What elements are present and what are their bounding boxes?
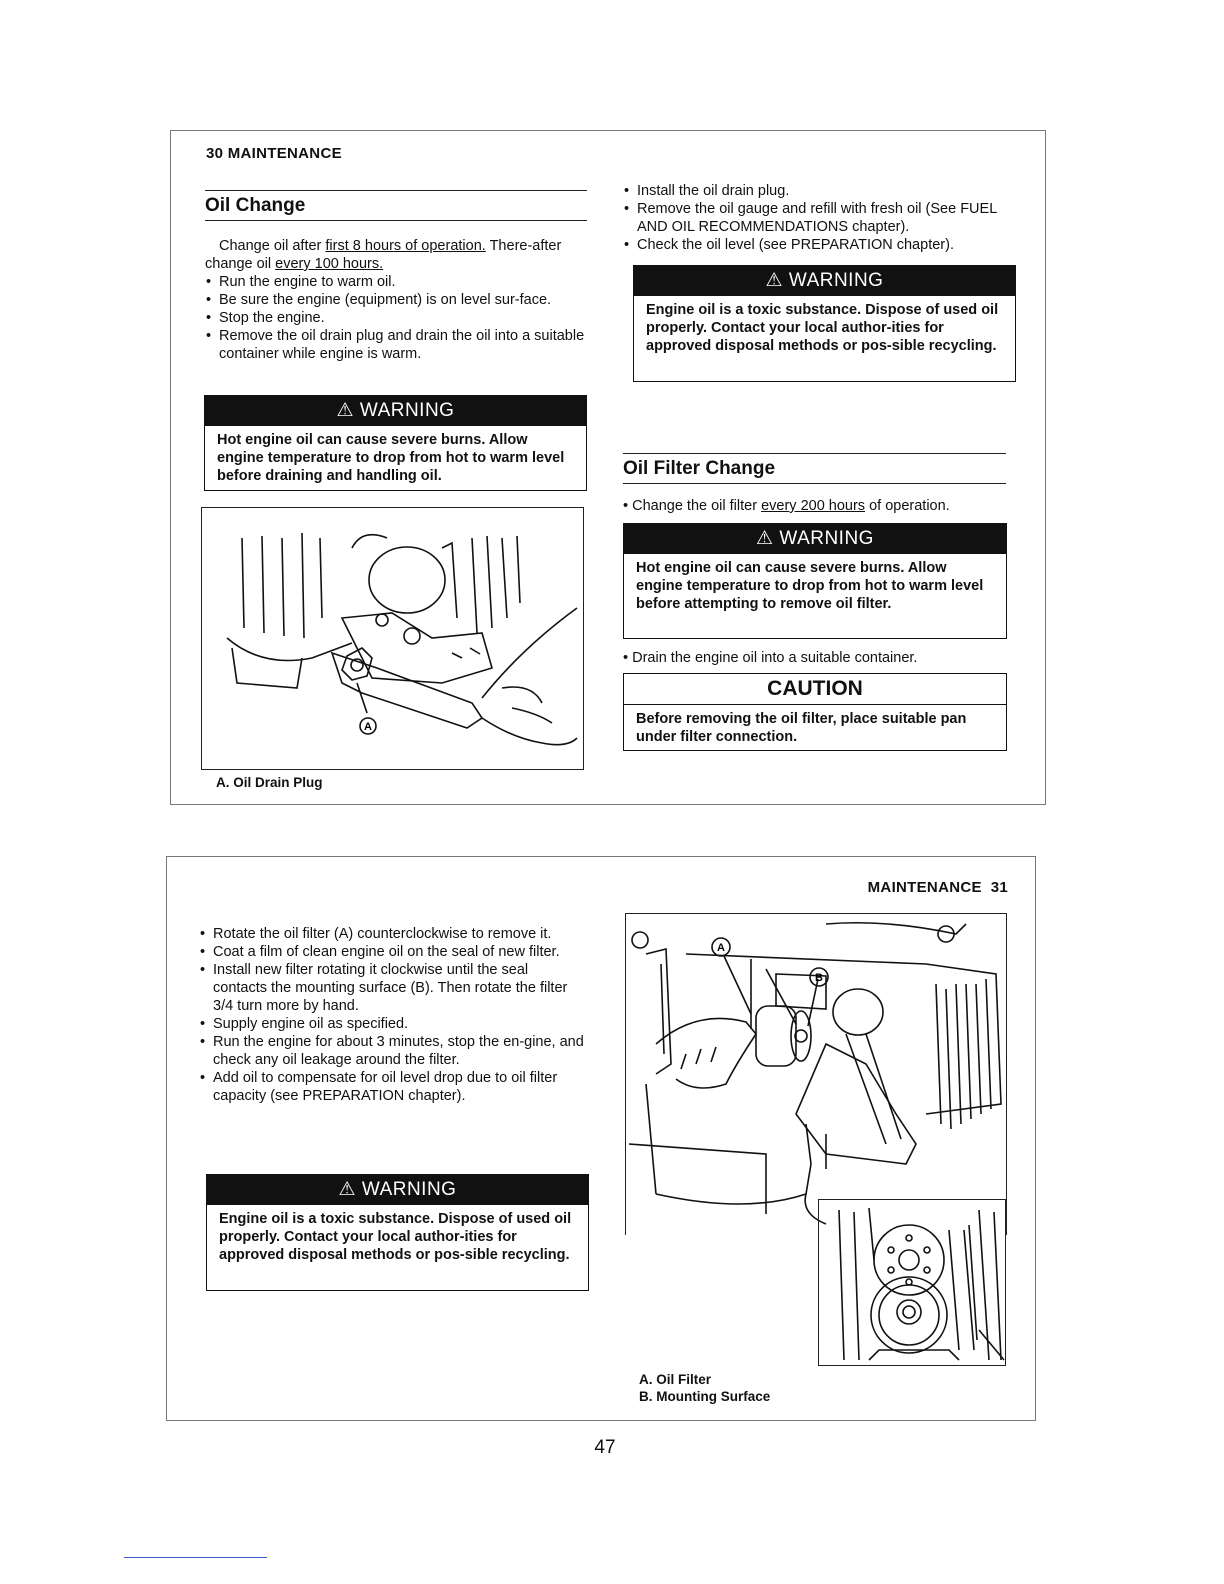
warning-box-hot-oil bbox=[204, 395, 587, 491]
warning-box-toxic-oil bbox=[633, 265, 1016, 382]
intro-text-b: There-after change oil bbox=[205, 238, 562, 272]
drain-oil-text: Drain the engine oil into a suitable container. bbox=[632, 650, 918, 666]
intro-underline-2: every 100 hours. bbox=[275, 256, 384, 272]
list-item: • Coat a film of clean engine oil on the seal of new filter. bbox=[199, 943, 584, 961]
warning-text: Engine oil is a toxic substance. Dispose of used oil properly. Contact your local author-ities for approved disposal methods or pos-sible recycling. bbox=[219, 1211, 572, 1263]
oil-filter-inset-illustration bbox=[819, 1200, 1006, 1366]
running-header-30: 30 MAINTENANCE bbox=[206, 145, 342, 162]
section-title-oil-filter-change: Oil Filter Change bbox=[623, 453, 1006, 484]
section-title-oil-change: Oil Change bbox=[205, 190, 587, 221]
caption-line-b: B. Mounting Surface bbox=[639, 1389, 771, 1404]
warning-text: Engine oil is a toxic substance. Dispose of used oil properly. Contact your local author-ities for approved disposal methods or pos-sible recycling. bbox=[646, 302, 999, 354]
footnote-rule bbox=[124, 1557, 267, 1558]
figure-oil-drain-plug bbox=[201, 507, 584, 770]
caption-line-a: A. Oil Filter bbox=[639, 1372, 712, 1387]
oil-change-steps bbox=[205, 273, 590, 363]
warning-box-toxic-oil-2 bbox=[206, 1174, 589, 1291]
oil-change-intro bbox=[205, 237, 590, 273]
engine-drain-illustration bbox=[202, 508, 584, 770]
list-item: • Run the engine for about 3 minutes, stop the en-gine, and check any oil leakage around the filter. bbox=[199, 1033, 584, 1069]
warning-box-filter-hot-oil bbox=[623, 523, 1007, 639]
list-item: • Rotate the oil filter (A) counterclockwise to remove it. bbox=[199, 925, 584, 943]
filter-text-b: of operation. bbox=[865, 498, 950, 514]
list-item: • Install new filter rotating it clockwise until the seal contacts the mounting surface (B). Then rotate the filter 3/4 turn more by hand. bbox=[199, 961, 584, 1015]
warning-label: ⚠ WARNING bbox=[207, 1175, 588, 1205]
drain-oil-step: • Drain the engine oil into a suitable container. bbox=[623, 650, 918, 666]
list-item: • Remove the oil gauge and refill with fresh oil (See FUEL AND OIL RECOMMENDATIONS chapter). bbox=[623, 200, 1019, 236]
list-item: • Be sure the engine (equipment) is on level sur-face. bbox=[205, 291, 590, 309]
figure-caption-oil-filter bbox=[639, 1371, 770, 1405]
list-item: • Check the oil level (see PREPARATION chapter). bbox=[623, 236, 1019, 254]
warning-label: ⚠ WARNING bbox=[634, 266, 1015, 296]
figure-callout-a: A bbox=[717, 942, 725, 954]
filter-replacement-steps bbox=[199, 925, 584, 1105]
warning-text: Hot engine oil can cause severe burns. Allow engine temperature to drop from hot to warm level before attempting to remove oil filter. bbox=[636, 560, 984, 612]
figure-oil-filter bbox=[625, 913, 1007, 1235]
list-item: • Add oil to compensate for oil level drop due to oil filter capacity (see PREPARATION chapter). bbox=[199, 1069, 584, 1105]
list-item: • Run the engine to warm oil. bbox=[205, 273, 590, 291]
list-item: • Install the oil drain plug. bbox=[623, 182, 1019, 200]
figure-caption-oil-drain-plug: A. Oil Drain Plug bbox=[216, 775, 323, 790]
list-item: • Remove the oil drain plug and drain the oil into a suitable container while engine is warm. bbox=[205, 327, 590, 363]
caution-text: Before removing the oil filter, place suitable pan under filter connection. bbox=[636, 711, 967, 745]
caution-box bbox=[623, 673, 1007, 751]
intro-text-a: Change oil after bbox=[219, 238, 326, 254]
filter-text-a: Change the oil filter bbox=[632, 498, 762, 514]
figure-callout-a: A bbox=[364, 721, 372, 733]
figure-oil-filter-inset bbox=[818, 1199, 1006, 1366]
caution-label: CAUTION bbox=[624, 674, 1006, 705]
list-item: • Stop the engine. bbox=[205, 309, 590, 327]
figure-callout-b: B bbox=[815, 972, 823, 984]
list-item: • Supply engine oil as specified. bbox=[199, 1015, 584, 1033]
warning-text: Hot engine oil can cause severe burns. Allow engine temperature to drop from hot to warm level before draining and handling oil. bbox=[217, 432, 565, 484]
page-number: 47 bbox=[594, 1437, 616, 1458]
oil-filter-illustration bbox=[626, 914, 1007, 1235]
warning-label: ⚠ WARNING bbox=[205, 396, 586, 426]
running-header-31: MAINTENANCE 31 bbox=[867, 879, 1008, 896]
intro-underline-1: first 8 hours of operation. bbox=[325, 238, 486, 254]
warning-label: ⚠ WARNING bbox=[624, 524, 1006, 554]
refill-steps bbox=[623, 182, 1019, 254]
oil-filter-interval: • Change the oil filter every 200 hours of operation. bbox=[623, 498, 950, 514]
filter-underline: every 200 hours bbox=[761, 498, 866, 514]
